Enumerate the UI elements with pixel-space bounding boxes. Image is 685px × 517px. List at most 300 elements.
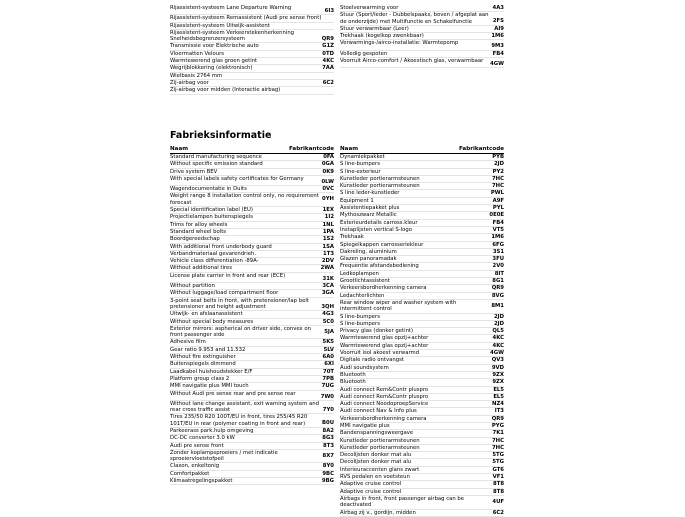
list-item	[340, 343, 504, 350]
item-code: 1PA	[322, 228, 334, 235]
item-name: Assistentiepakket plus	[340, 205, 400, 212]
item-code: 9BG	[321, 478, 334, 485]
item-name: Audi connect Rem&Contr pluspro	[340, 393, 429, 400]
item-name: Without lane change assistant, exit warning system and rear cross traffic assist	[170, 400, 319, 414]
list-item	[340, 278, 504, 285]
item-code: 5LV	[323, 346, 334, 353]
item-code: PY2	[492, 168, 504, 175]
item-name: Bluetooth	[340, 371, 366, 378]
list-item	[340, 401, 504, 408]
item-code: 8VG	[491, 292, 504, 299]
item-name: Airbags in front, front passenger airbag can be deactivated	[340, 495, 465, 509]
item-code: AI9	[494, 25, 504, 32]
list-item	[340, 220, 504, 227]
item-code: 31K	[322, 275, 334, 282]
list-item	[170, 161, 334, 168]
item-code: 1I2	[324, 214, 334, 221]
item-name: Boordgereedschap	[170, 236, 220, 243]
item-code: 8G3	[322, 435, 334, 442]
list-item	[170, 229, 334, 236]
item-code: 1EX	[322, 207, 334, 214]
list-item	[170, 298, 334, 312]
list-item	[170, 273, 334, 283]
item-name: Privacy glas (donker getint)	[340, 328, 414, 335]
list-item	[340, 190, 504, 197]
item-name: Decolijsten donker mat alu	[340, 452, 412, 459]
list-item	[170, 478, 334, 485]
item-name: Without Audi pre sense rear and pre sense rear	[170, 390, 296, 397]
list-item	[340, 372, 504, 379]
item-code: 3GA	[321, 290, 334, 297]
item-code: 8T8	[493, 481, 504, 488]
list-item	[340, 438, 504, 445]
list-item	[340, 445, 504, 452]
item-name: Audi soundsystem	[340, 364, 389, 371]
list-item	[170, 283, 334, 290]
item-name: Drive system BEV	[170, 168, 218, 175]
item-name: With special labels safety certificates for Germany	[170, 175, 304, 182]
item-name: S line-exterieur	[340, 168, 381, 175]
list-item	[170, 169, 334, 176]
item-code: 0FA	[323, 154, 334, 160]
item-code: 9ZX	[492, 379, 504, 386]
item-name: DC-DC converter 3.0 kW	[170, 435, 235, 442]
list-item	[170, 176, 334, 186]
item-code: 7HC	[491, 175, 504, 182]
item-code: 7HC	[491, 183, 504, 190]
item-code: PYG	[491, 422, 504, 429]
item-code: 2WA	[320, 265, 334, 272]
list-item	[340, 51, 504, 58]
item-code: 8A2	[322, 427, 334, 434]
list-item	[170, 186, 334, 193]
list-item	[170, 369, 334, 376]
list-item	[340, 293, 504, 300]
item-code: QR9	[491, 285, 504, 292]
item-name: Weight range 8 installation control only, no requirement forecast	[170, 193, 319, 206]
item-name: Audi connect NoodoproepService	[340, 401, 429, 408]
item-name: Kunstleder portierarmsteunen	[340, 444, 420, 451]
item-name: Grootlichtassistent	[340, 278, 390, 285]
item-name: With additional front underbody guard	[170, 243, 272, 250]
item-name: Voorruit isol akoest verwarmd	[340, 350, 420, 357]
list-item	[340, 365, 504, 372]
item-code: 0K9	[322, 168, 334, 175]
item-code: 2JD	[493, 320, 504, 327]
item-code: 2JD	[493, 161, 504, 168]
list-item	[340, 285, 504, 292]
item-code: 7HC	[491, 444, 504, 451]
item-name: S line-bumpers	[340, 313, 380, 320]
item-name: Equipment 1	[340, 197, 374, 204]
item-name: MMI navigatie plus	[340, 422, 390, 429]
item-code: PYB	[492, 154, 504, 160]
item-name: Stoelverwarming voor	[340, 5, 399, 11]
list-item	[340, 350, 504, 357]
list-item	[340, 176, 504, 183]
item-name: Voorruit Airco-comfort / Akoestisch glas, verwarmbaar	[340, 58, 484, 65]
item-code: GT6	[492, 466, 504, 473]
list-item	[170, 463, 334, 470]
item-name: Parkeerass park.hulp omgeving	[170, 427, 254, 434]
item-name: Without fire extinguisher	[170, 354, 236, 361]
item-code: 9ZX	[492, 371, 504, 378]
item-name: Bandenspanningsweergave	[340, 430, 414, 437]
item-code: 1SA	[322, 243, 334, 250]
item-code: 5TG	[492, 452, 504, 459]
list-item	[170, 43, 334, 50]
item-code: 2V0	[492, 263, 504, 270]
list-item	[340, 394, 504, 401]
list-item	[170, 214, 334, 221]
item-name: Tires 235/50 R20 100T/EU in front, tires 255/45 R20 101T/EU in rear (polymer coating in front and rear)	[170, 414, 308, 427]
list-item	[170, 376, 334, 383]
item-code: 6A0	[322, 354, 334, 361]
list-item	[170, 51, 334, 58]
item-name: Ledachterlichten	[340, 292, 385, 299]
table-header	[170, 146, 334, 154]
list-item	[170, 471, 334, 478]
item-code: 7Y0	[322, 406, 334, 413]
item-name: Glazen panoramadak	[340, 256, 397, 263]
item-name: Zij-airbag voor midden (Interactie airbag)	[170, 87, 281, 94]
list-item	[170, 58, 334, 65]
item-name: Rijassistent-systeem Remassistent (Audi pre sense front)	[170, 15, 322, 22]
item-name: MMI navigatie plus MMI touch	[170, 383, 249, 390]
item-code: 5C0	[322, 318, 334, 325]
list-item	[340, 212, 504, 219]
list-item	[170, 443, 334, 450]
item-name: Decolijsten donker mat alu	[340, 459, 412, 466]
item-name: Gear ratio 9.953 and 11.532	[170, 346, 246, 353]
item-name: Mythoszwarz Metallic	[340, 212, 397, 219]
item-code: 8T8	[493, 488, 504, 495]
list-item	[340, 357, 504, 364]
header-code: Fabrikantcode	[288, 146, 334, 152]
factory-list-left	[170, 146, 334, 485]
item-code: 7AA	[322, 65, 334, 72]
item-code: 8Y0	[322, 463, 334, 470]
list-item	[340, 387, 504, 394]
list-item	[170, 251, 334, 258]
item-name: Special identification label (EU)	[170, 207, 253, 214]
item-name: Airbag zij v., gordijn, midden	[340, 509, 416, 516]
list-item	[170, 383, 334, 390]
list-item	[170, 15, 334, 22]
list-item	[340, 430, 504, 437]
item-name: Dynamiekpakket	[340, 154, 385, 160]
item-name: Ledkoplampen	[340, 270, 379, 277]
list-item	[340, 198, 504, 205]
list-item	[340, 423, 504, 430]
list-item	[340, 510, 504, 517]
item-name: Verbandmateriaal gevarendrieh.	[170, 250, 257, 257]
item-name: Audi connect Nav & Info plus	[340, 408, 417, 415]
item-name: License plate carrier in front and rear (ECE)	[170, 272, 286, 279]
item-name: Trekhaak	[340, 234, 364, 241]
item-name: Bluetooth	[340, 379, 366, 386]
header-name: Naam	[340, 146, 359, 152]
item-code: 5K5	[322, 339, 334, 346]
list-item	[340, 33, 504, 40]
item-name: Claxon, enkeltonig	[170, 463, 220, 470]
list-item	[340, 300, 504, 314]
list-item	[340, 459, 504, 466]
list-item	[340, 227, 504, 234]
list-item	[340, 496, 504, 510]
factory-list-right	[340, 146, 504, 517]
item-name: Platform group class 2	[170, 375, 230, 382]
item-code: 4KC	[322, 58, 334, 65]
item-code: 0E0E	[489, 212, 504, 219]
item-name: Rijassistent-systeem Verkeerstekenherkenning Snelheidsbegrenzersysteem	[170, 29, 295, 43]
list-item	[340, 58, 504, 68]
item-name: Without specific emission standard	[170, 161, 263, 168]
section-title: Fabrieksinformatie	[170, 130, 272, 141]
item-code: 3QH	[321, 303, 334, 310]
item-code: 1T3	[323, 250, 334, 257]
item-name: Comfortpakket	[170, 470, 210, 477]
header-code: Fabrikantcode	[458, 146, 504, 152]
item-code: 6C2	[322, 79, 334, 86]
item-code: 4A3	[492, 5, 504, 11]
item-code: 2FS	[492, 18, 504, 25]
list-item	[170, 244, 334, 251]
item-code: PYL	[492, 205, 504, 212]
item-name: Buitenspiegels dimmend	[170, 361, 236, 368]
item-code: 1S2	[322, 236, 334, 243]
item-code: 3FU	[492, 256, 504, 263]
item-name: Exterior mirrors: aspherical on driver side, convex on front passenger side	[170, 325, 311, 339]
item-name: Audi pre sense front	[170, 442, 224, 449]
item-name: Verwarmings-/airco-installatie: Warmtepomp	[340, 40, 459, 47]
item-code: 70T	[323, 368, 334, 375]
list-item	[170, 354, 334, 361]
item-name: Interieuraccenten glans zwart	[340, 466, 420, 473]
item-code: VF1	[492, 474, 504, 481]
item-code: EL5	[493, 393, 504, 400]
item-code: 7PB	[322, 375, 334, 382]
list-item	[170, 5, 334, 15]
item-code: 4GW	[490, 350, 504, 357]
item-code: 5TG	[492, 459, 504, 466]
item-name: Audi connect Rem&Contr pluspro	[340, 386, 429, 393]
list-item	[340, 321, 504, 328]
item-code: 9M3	[491, 43, 504, 50]
list-item	[170, 311, 334, 318]
list-item	[170, 361, 334, 368]
item-code: PWL	[490, 190, 504, 197]
item-name: S line-bumpers	[340, 161, 380, 168]
item-code: G1Z	[322, 43, 334, 50]
list-item	[340, 489, 504, 496]
item-name: S line leder-kunstleder	[340, 190, 400, 197]
list-item	[170, 319, 334, 326]
item-code: 0GA	[321, 161, 334, 168]
item-code: 8M1	[491, 302, 504, 309]
list-item	[340, 234, 504, 241]
item-code: 5JA	[324, 328, 334, 335]
item-name: Frequentie afstandsbediening	[340, 263, 419, 270]
list-item	[170, 23, 334, 30]
item-code: QR9	[321, 35, 334, 42]
item-name: RVS pedalen en voetsteun	[340, 474, 410, 481]
item-name: Projectielampen buitenspiegels	[170, 214, 253, 221]
item-name: Klimaatregelingspakket	[170, 478, 233, 485]
list-item	[170, 290, 334, 297]
item-name: Verkeersbordherkenning camera	[340, 415, 427, 422]
item-code: 0LW	[321, 178, 334, 185]
item-name: Warmtewerend glas opzij+achter	[340, 342, 429, 349]
list-item	[340, 205, 504, 212]
item-code: 7UG	[321, 383, 334, 390]
item-code: NZ4	[492, 401, 504, 408]
item-name: Kunstleder portierarmsteunen	[340, 175, 420, 182]
list-item	[170, 87, 334, 94]
item-code: 4UF	[492, 498, 504, 505]
list-item	[340, 12, 504, 26]
list-item	[170, 207, 334, 214]
item-code: FB4	[492, 50, 504, 57]
list-item	[170, 391, 334, 401]
list-item	[170, 236, 334, 243]
list-item	[340, 40, 504, 50]
item-name: Zij-airbag voor	[170, 79, 209, 86]
list-item	[170, 450, 334, 464]
list-item	[340, 154, 504, 161]
list-item	[170, 154, 334, 161]
item-name: Adhesive film	[170, 339, 206, 346]
item-name: Without additional tires	[170, 265, 233, 272]
item-name: Adaptive cruise control	[340, 481, 402, 488]
list-item	[340, 26, 504, 33]
list-item	[340, 271, 504, 278]
list-item	[340, 452, 504, 459]
item-name: Standard manufacturing sequence	[170, 154, 262, 160]
item-name: Uitwijk- en afslaanassistent	[170, 311, 243, 318]
item-name: Laadkabel huishoudstekker E/F	[170, 368, 253, 375]
item-name: Instaplijsten vertical S-logo	[340, 226, 412, 233]
item-name: Stuur (Sport/leder - Dubbelspaaks, boven / afgeplat aan de onderzijde) met Multifunctie en Schakelfunctie	[340, 12, 489, 25]
item-name: Stuur verwarmbaar (Leer)	[340, 25, 409, 32]
item-code: FB4	[492, 219, 504, 226]
item-code: 7K1	[492, 430, 504, 437]
item-code: 7W0	[320, 393, 334, 400]
item-code: 4KC	[492, 335, 504, 342]
options-list-top-right	[340, 5, 504, 68]
item-code: 2JD	[493, 313, 504, 320]
item-code: 2DV	[321, 258, 334, 265]
list-item	[340, 379, 504, 386]
item-code: EL5	[493, 386, 504, 393]
item-name: Zonder koplampsproeiers / met indicatie sproeiervloeistofpeil	[170, 449, 278, 463]
item-code: 8G1	[492, 278, 504, 285]
list-item	[340, 249, 504, 256]
item-name: Kunstleder portierarmsteunen	[340, 183, 420, 190]
item-code: IT3	[494, 408, 504, 415]
item-name: Warmtewerend glas groen getint	[170, 58, 258, 65]
item-name: Exterieurdetails carross.kleur	[340, 219, 418, 226]
item-code: QV3	[491, 357, 504, 364]
item-code: 7HC	[491, 437, 504, 444]
list-item	[340, 474, 504, 481]
item-name: S line-bumpers	[340, 320, 380, 327]
item-code: A9F	[492, 197, 504, 204]
item-code: 6FG	[492, 241, 504, 248]
list-item	[170, 428, 334, 435]
item-code: QR9	[491, 415, 504, 422]
item-name: Rear window wiper and washer system with intermittent control	[340, 299, 457, 313]
item-name: Kunstleder portierarmsteunen	[340, 437, 420, 444]
item-code: QL5	[492, 328, 504, 335]
item-name: Trekhaak (kogelkop zwenkbaar)	[340, 33, 424, 40]
list-item	[340, 169, 504, 176]
item-name: Without partition	[170, 283, 215, 290]
item-name: Wegrijblokkering (elektronisch)	[170, 65, 253, 72]
item-name: Adaptive cruise control	[340, 488, 402, 495]
item-name: Volledig gespoten	[340, 50, 388, 57]
list-item	[340, 161, 504, 168]
item-name: Transmissie voor Elektrische auto	[170, 43, 259, 50]
item-code: 3CA	[322, 283, 334, 290]
item-code: 0YH	[322, 196, 334, 203]
list-item	[170, 222, 334, 229]
list-item	[340, 328, 504, 335]
item-code: 4G3	[322, 311, 334, 318]
item-name: Standard wheel bolts	[170, 228, 227, 235]
list-item	[340, 256, 504, 263]
list-item	[340, 183, 504, 190]
item-name: Rijassistent-systeem Uitwijk-assistent	[170, 22, 270, 29]
item-code: 4GW	[490, 61, 504, 68]
item-code: 1M6	[491, 234, 504, 241]
item-code: 0TD	[322, 50, 334, 57]
list-item	[170, 401, 334, 415]
header-name: Naam	[170, 146, 189, 152]
item-name: Trims for alloy wheels	[170, 221, 228, 228]
list-item	[340, 335, 504, 342]
item-name: Wielbasis 2764 mm	[170, 72, 223, 79]
item-code: 9BC	[322, 470, 334, 477]
list-item	[170, 414, 334, 428]
item-code: 3S1	[492, 248, 504, 255]
list-item	[170, 265, 334, 272]
list-item	[340, 416, 504, 423]
item-code: B0U	[321, 420, 334, 427]
item-code: 4KC	[492, 342, 504, 349]
item-code: 6C2	[492, 509, 504, 516]
list-item	[170, 80, 334, 87]
list-item	[170, 30, 334, 44]
item-name: Without special body measures	[170, 318, 254, 325]
list-item	[170, 73, 334, 80]
list-item	[170, 65, 334, 72]
item-name: Verkeersbordherkenning camera	[340, 285, 427, 292]
list-item	[170, 339, 334, 346]
list-item	[170, 435, 334, 442]
list-item	[340, 242, 504, 249]
item-code: 8IT	[494, 270, 504, 277]
item-code: VT5	[492, 226, 504, 233]
item-name: Rijassistent-systeem Lane Departure Warning	[170, 5, 292, 11]
item-name: Without luggage/load compartment floor	[170, 290, 279, 297]
item-code: 6I3	[324, 8, 334, 14]
item-name: Warmtewerend glas opzij+achter	[340, 335, 429, 342]
options-list-top-left	[170, 5, 334, 95]
item-code: 0VC	[322, 186, 334, 193]
item-name: 3-point seat belts in front, with pretensioner/lap belt pretensioner and height adjustment	[170, 297, 309, 310]
list-item	[170, 326, 334, 340]
